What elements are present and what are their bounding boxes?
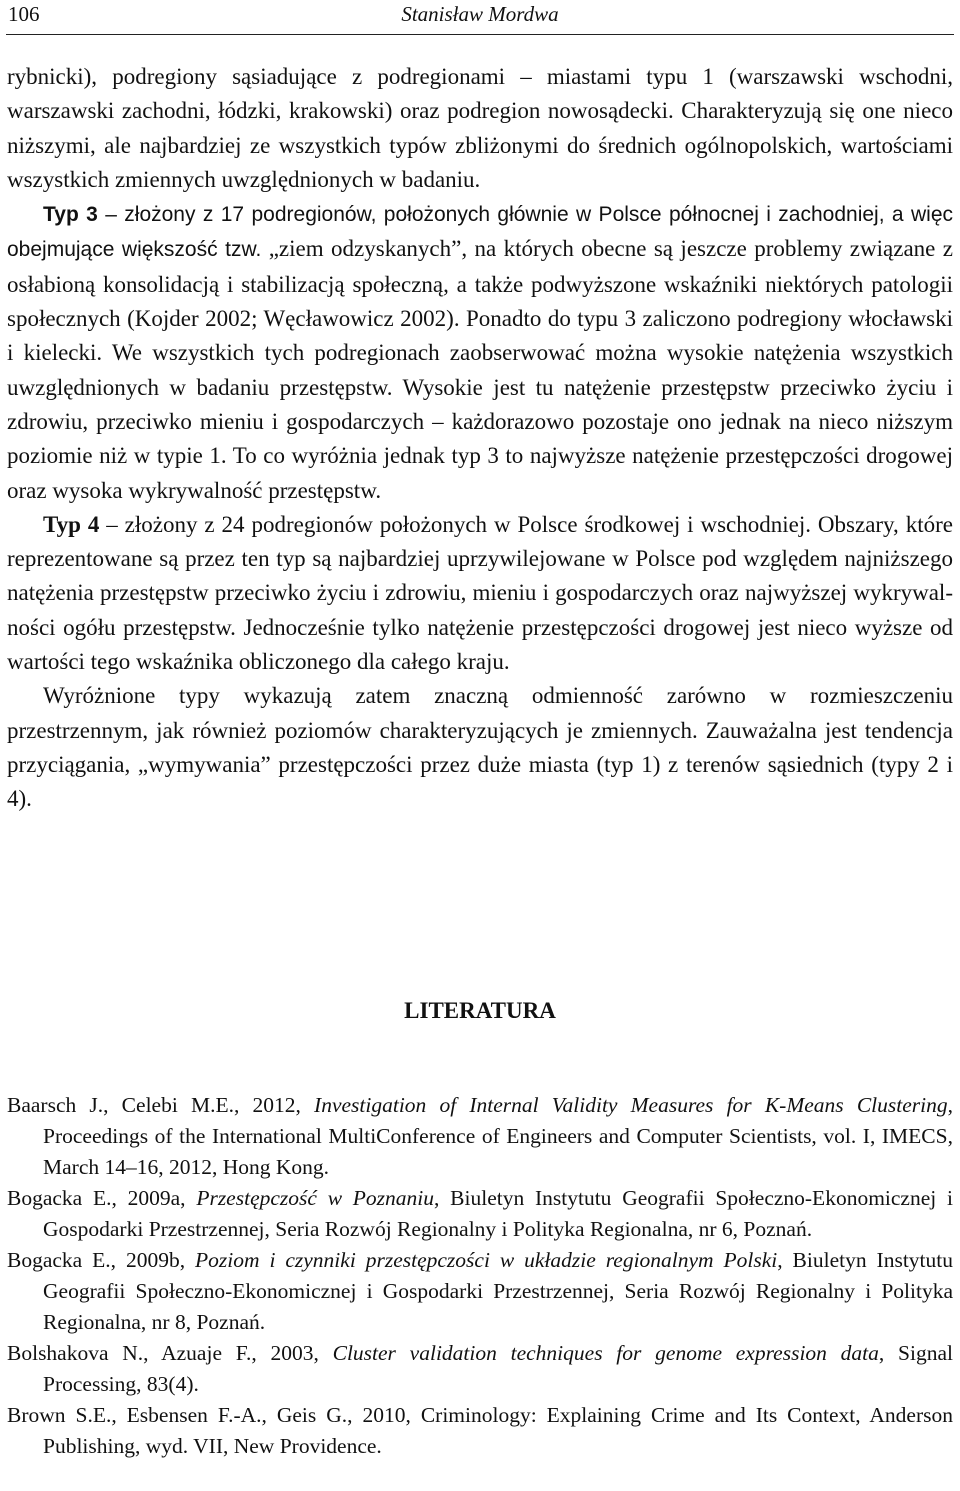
reference-details: , Proceedings of the International MultiConference of Engineers and Computer Scientists, vol. I, IMECS, March 14–16, 2012, Hong Kong. xyxy=(43,1093,953,1179)
reference-authors: Brown S.E., Esbensen F.-A., Geis G., 2010, xyxy=(7,1403,421,1427)
reference-details: , Signal Processing, 83(4). xyxy=(43,1341,953,1396)
reference-authors: Bogacka E., 2009a, xyxy=(7,1186,197,1210)
type-3-label: Typ 3 xyxy=(43,203,98,227)
reference-item xyxy=(7,1183,953,1245)
body-text xyxy=(7,60,953,817)
running-title: Stanisław Mordwa xyxy=(401,2,559,26)
reference-authors: Baarsch J., Celebi M.E., 2012, xyxy=(7,1093,315,1117)
paragraph-text: „ziem odzyskanych”, na których obecne są jeszcze problemy związane z osłabioną konsolidacją i stabilizacją społeczną, a także podwyższone wskaźniki niektórych patologii społecznych (Kojder 2002; Węcławowicz 2002). Ponadto do typu 3 zaliczono podregiony włocławski i kielecki. We wszystkich tych podregionach zaobserwować można wysokie natężenia wszystkich uwzględnionych w badaniu przestępstw. Wysokie jest tu natężenie przestępstw przeciwko życiu i zdrowiu, przeciwko mieniu i gospodarczych – każdorazowo pozostaje ono jednak na nieco niższym poziomie niż w typie 1. To co wyróżnia jednak typ 3 to najwyższe natężenie przestępczości drogowej oraz wysoka wykrywalność przestępstw. xyxy=(7,236,953,503)
reference-authors: Bogacka E., 2009b, xyxy=(7,1248,196,1272)
paragraph-continuation xyxy=(7,60,953,197)
paragraph-text: Wyróżnione typy wykazują zatem znaczną odmienność zarówno w rozmieszczeniu przestrzennym, jak również poziomów charakteryzujących je zmiennych. Zauważalna jest tendencja przyciągania, „wymywania” przestępczości przez duże miasta (typ 1) z terenów sąsiednich (typy 2 i 4). xyxy=(7,683,953,812)
reference-authors: Bolshakova N., Azuaje F., 2003, xyxy=(7,1341,333,1365)
reference-item xyxy=(7,1245,953,1338)
paragraph-text: – złożony z 24 podregionów położonych w Polsce środkowej i wschodniej. Obszary, które reprezentowane są przez ten typ są najbardziej uprzywilejowane w Polsce pod względem najniższego natężenia przestępstw przeciwko życiu i zdrowiu, mieniu i gospodarczych oraz najwyższej wykrywalności ogółu przestępstw. Jednocześnie tylko natężenie przestępczości drogowej jest nieco wyższe od wartości tego wskaźnika obliczonego dla całego kraju. xyxy=(7,511,953,675)
type-4-label: Typ 4 xyxy=(43,511,100,537)
reference-item xyxy=(7,1338,953,1400)
reference-title: Poziom i czynniki przestępczości w układzie regionalnym Polski xyxy=(195,1248,778,1272)
reference-details: , Biuletyn Instytutu Geografii Społeczno-Ekonomicznej i Gospodarki Przestrzennej, Seria Rozwój Regionalny i Polityka Regionalna, nr 6, Poznań. xyxy=(43,1186,953,1241)
reference-title: Cluster validation techniques for genome expression data xyxy=(332,1341,879,1365)
reference-details: Criminology: Explaining Crime and Its Context, Anderson Publishing, wyd. VII, New Providence. xyxy=(43,1403,953,1458)
reference-title: Przestępczość w Poznaniu xyxy=(196,1186,435,1210)
section-heading-literatura: LITERATURA xyxy=(404,998,556,1023)
paragraph-text: – złożony z 17 podregionów, położonych głównie w Polsce północnej i zachodniej, a więc obejmujące większość tzw. xyxy=(7,203,953,262)
paragraph-text: rybnicki), podregiony sąsiadujące z podregionami – miastami typu 1 (warszawski wschodni, warszawski zachodni, łódzki, krakowski) oraz podregion nowosądecki. Charakteryzują się one nieco niższymi, ale najbardziej ze wszystkich typów zbliżonymi do średnich ogólnopolskich, wartościami wszystkich zmiennych uwzględnionych w badaniu. xyxy=(7,64,953,192)
page-number: 106 xyxy=(8,2,40,26)
reference-details: , Biuletyn Instytutu Geografii Społeczno-Ekonomicznej i Gospodarki Przestrzennej, Seria Rozwój Regionalny i Polityka Regionalna, nr 8, Poznań. xyxy=(43,1248,953,1334)
reference-item xyxy=(7,1400,953,1462)
paragraph-type-4 xyxy=(7,508,953,679)
reference-list xyxy=(7,1090,953,1462)
reference-title: Investigation of Internal Validity Measures for K-Means Clustering xyxy=(314,1093,948,1117)
paragraph-summary xyxy=(7,679,953,816)
paragraph-type-3 xyxy=(7,197,953,508)
page-header xyxy=(6,0,954,35)
reference-item xyxy=(7,1090,953,1183)
